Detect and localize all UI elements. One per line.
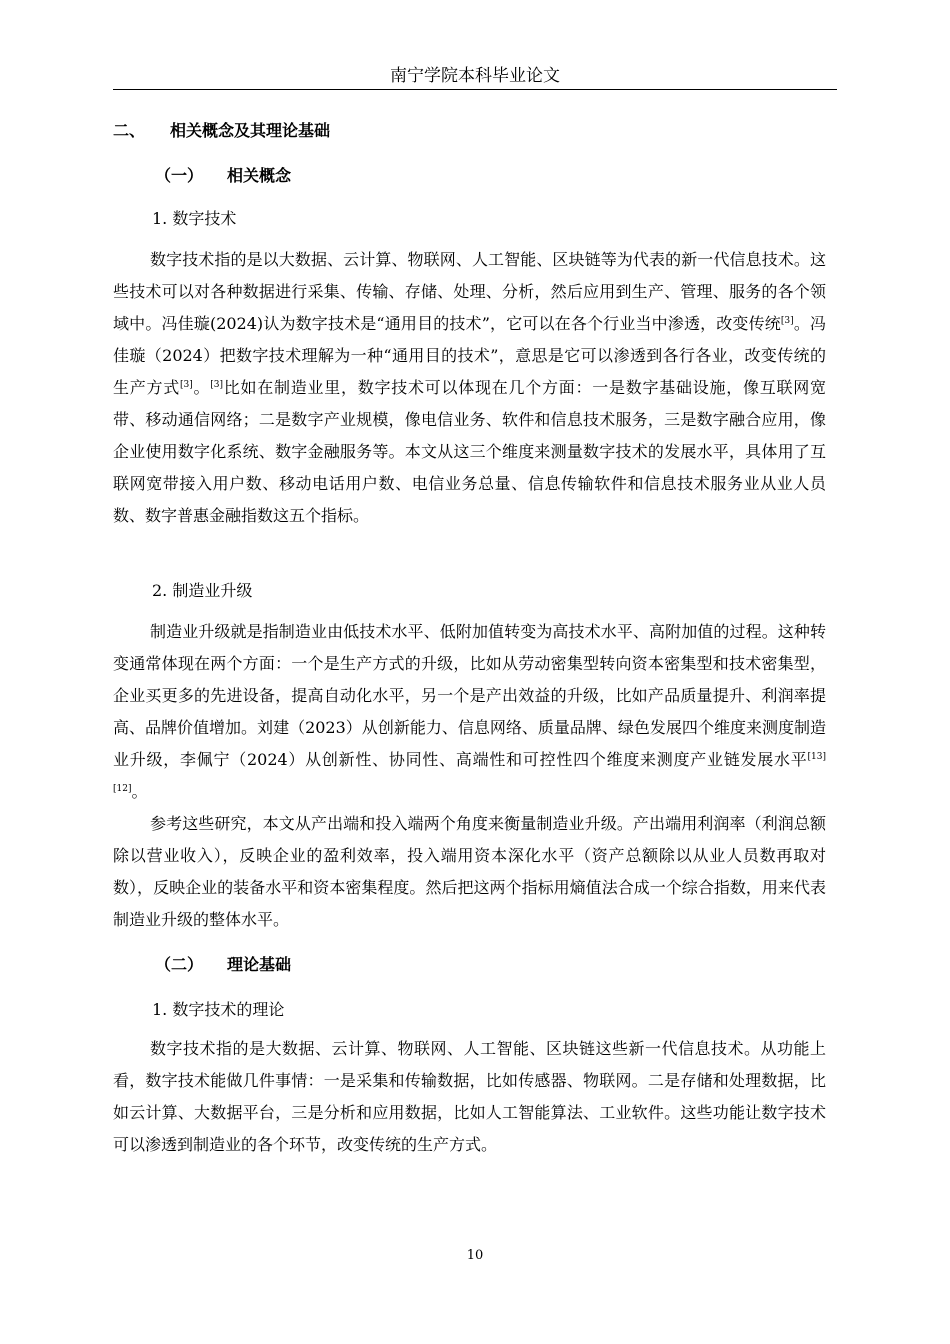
subsection-title-2: 理论基础	[227, 955, 292, 974]
paragraph-3: 参考这些研究，本文从产出端和投入端两个角度来衡量制造业升级。产出端用利润率（利润总额除以营业收入），反映企业的盈利效率，投入端用资本深化水平（资产总额除以从业人员数再取对数），反映企业的装备水平和资本密集程度。然后把这两个指标用熵值法合成一个综合指数，用来代表制造业升级的整体水平。	[113, 814, 826, 929]
section-title: 相关概念及其理论基础	[170, 121, 331, 140]
paragraph-1-text-c: 。	[192, 378, 211, 397]
header-rule	[113, 89, 837, 90]
item-heading-2: 2. 制造业升级	[152, 581, 253, 600]
citation-ref: [13][12]	[113, 752, 826, 794]
citation-ref: [3]	[210, 380, 223, 390]
item-heading-3: 1. 数字技术的理论	[152, 1000, 285, 1019]
paragraph-1	[113, 244, 826, 532]
subsection-heading-2	[155, 955, 291, 975]
paragraph-1-text-a: 数字技术指的是以大数据、云计算、物联网、人工智能、区块链等为代表的新一代信息技术。这些技术可以对各种数据进行采集、传输、存储、处理、分析，然后应用到生产、管理、服务的各个领域中。冯佳璇(2024)认为数字技术是“通用目的技术”，它可以在各个行业当中渗透，改变传统	[113, 250, 826, 333]
paragraph-4: 数字技术指的是大数据、云计算、物联网、人工智能、区块链这些新一代信息技术。从功能上看，数字技术能做几件事情：一是采集和传输数据，比如传感器、物联网。二是存储和处理数据，比如云计算、大数据平台，三是分析和应用数据，比如人工智能算法、工业软件。这些功能让数字技术可以渗透到制造业的各个环节，改变传统的生产方式。	[113, 1039, 826, 1154]
subsection-title-1: 相关概念	[227, 166, 292, 185]
paragraph-2-text-a: 制造业升级就是指制造业由低技术水平、低附加值转变为高技术水平、高附加值的过程。这种转变通常体现在两个方面：一个是生产方式的升级，比如从劳动密集型转向资本密集型和技术密集型，企业买更多的先进设备，提高自动化水平，另一个是产出效益的升级，比如产品质量提升、利润率提高、品牌价值增加。刘建（2023）从创新能力、信息网络、质量品牌、绿色发展四个维度来测度制造业升级，李佩宁（2024）从创新性、协同性、高端性和可控性四个维度来测度产业链发展水平	[113, 622, 826, 769]
paragraph-1-text-d: 比如在制造业里，数字技术可以体现在几个方面：一是数字基础设施，像互联网宽带、移动通信网络；二是数字产业规模，像电信业务、软件和信息技术服务，三是数字融合应用，像企业使用数字化系统、数字金融服务等。本文从这三个维度来测量数字技术的发展水平，具体用了互联网宽带接入用户数、移动电话用户数、电信业务总量、信息传输软件和信息技术服务业从业人员数、数字普惠金融指数这五个指标。	[113, 378, 826, 525]
citation-ref: [3]	[780, 316, 794, 326]
subsection-number-1: （一）	[155, 166, 204, 185]
subsection-number-2: （二）	[155, 955, 204, 974]
paragraph-2	[113, 616, 826, 808]
page-number: 10	[466, 1248, 484, 1263]
paragraph-2-text-b: 。	[131, 782, 148, 801]
item-heading-1: 1. 数字技术	[152, 209, 237, 228]
running-header: 南宁学院本科毕业论文	[390, 66, 560, 86]
section-heading	[113, 121, 330, 141]
section-number: 二、	[113, 121, 146, 140]
paragraph-1-text-b: 。冯佳璇（2024）把数字技术理解为一种“通用目的技术”，意思是它可以渗透到各行各业，改变传统的生产方式	[113, 314, 826, 397]
citation-ref: [3]	[180, 380, 193, 390]
subsection-heading-1	[155, 166, 291, 186]
